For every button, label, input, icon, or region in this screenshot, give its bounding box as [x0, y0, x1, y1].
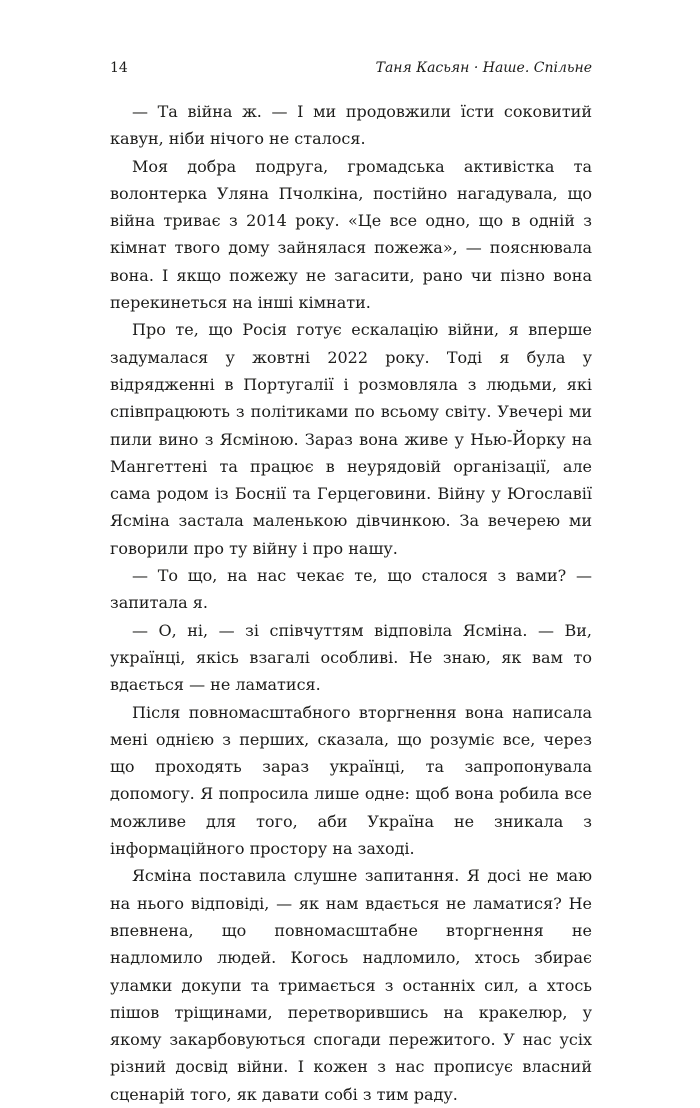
paragraph: — Та війна ж. — І ми продовжили їсти соковитий кавун, ніби нічого не сталося.: [110, 102, 592, 149]
paragraph: Після повномасштабного вторгнення вона написала мені однією з перших, сказала, що розуміє все, через що проходять зараз українці, та запропонувала допомогу. Я попросила лише одне: щоб вона робила все можливе для того, аби Україна не зникала з інформаційного простору на заході.: [110, 702, 592, 859]
page-header: [110, 60, 592, 82]
page-number: 14: [110, 60, 128, 76]
paragraph: Ясміна поставила слушне запитання. Я досі не маю на нього відповіді, — як нам вдається не ламатися? Не впевнена, що повномасштабне вторгнення не надломило людей. Когось надломило, хтось збирає уламки докупи та тримається з останніх сил, а хтось пішов тріщинами, перетворившись на кракелюр, у якому закарбовуються спогади пережитого. У нас усіх різний досвід війни. І кожен з нас прописує власний сценарій того, як давати собі з тим раду.: [110, 866, 592, 1104]
paragraph: Моя добра подруга, громадська активістка та волонтерка Уляна Пчолкіна, постійно нагадувала, що війна триває з 2014 року. «Це все одно, що в одній з кімнат твого дому зайнялася пожежа», — пояснювала вона. І якщо пожежу не загасити, рано чи пізно вона перекинеться на інші кімнати.: [110, 156, 592, 313]
paragraph: — То що, на нас чекає те, що сталося з вами? — запитала я.: [110, 566, 592, 613]
running-head: Таня Касьян · Наше. Спільне: [375, 60, 592, 76]
body-text: [110, 98, 592, 1108]
paragraph: Про те, що Росія готує ескалацію війни, я вперше задумалася у жовтні 2022 року. Тоді я була у відрядженні в Португалії і розмовляла з людьми, які співпрацюють з політиками по всьому світу. Увечері ми пили вино з Ясміною. Зараз вона живе у Нью-Йорку на Мангеттені та працює в неурядовій організації, але сама родом із Боснії та Герцеговини. Війну у Югославії Ясміна застала маленькою дівчинкою. За вечерею ми говорили про ту війну і про нашу.: [110, 320, 592, 558]
paragraph: — О, ні, — зі співчуттям відповіла Ясміна. — Ви, українці, якісь взагалі особливі. Не знаю, як вам то вдається — не ламатися.: [110, 620, 592, 695]
